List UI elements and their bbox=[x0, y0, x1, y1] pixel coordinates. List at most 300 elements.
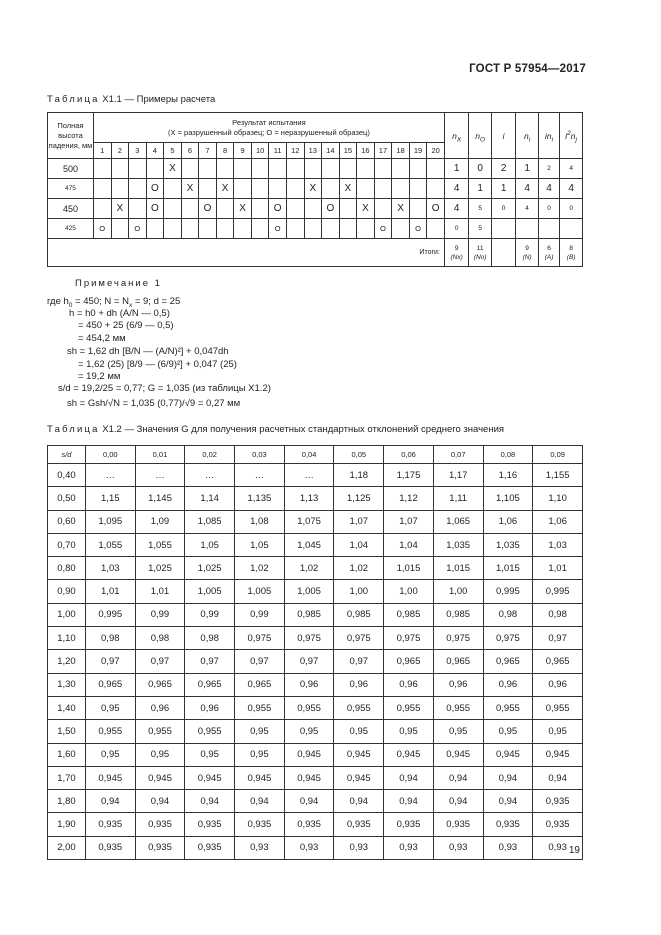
g-value-cell: … bbox=[135, 464, 185, 487]
g-value-cell: 0,99 bbox=[235, 603, 285, 626]
table2-header-row bbox=[48, 446, 583, 464]
table2-row bbox=[48, 627, 583, 650]
g-value-cell: 0,97 bbox=[533, 627, 583, 650]
g-value-cell: 0,96 bbox=[185, 696, 235, 719]
height-cell: 425 bbox=[48, 219, 94, 239]
result-cell bbox=[111, 219, 129, 239]
g-value-cell: 1,04 bbox=[384, 533, 434, 556]
sd-cell: 2,00 bbox=[48, 836, 86, 859]
g-value-cell: 0,965 bbox=[483, 650, 533, 673]
g-value-cell: 1,00 bbox=[433, 580, 483, 603]
g-value-cell: 1,055 bbox=[85, 533, 135, 556]
g-value-cell: 1,17 bbox=[433, 464, 483, 487]
result-cell bbox=[199, 219, 217, 239]
result-cell bbox=[251, 219, 269, 239]
g-value-cell: 1,18 bbox=[334, 464, 384, 487]
table2-header-cell: 0,01 bbox=[135, 446, 185, 464]
result-cell: O bbox=[146, 199, 164, 219]
g-value-cell: 1,09 bbox=[135, 510, 185, 533]
total-nx: 9 (Nx) bbox=[444, 239, 469, 267]
g-value-cell: 1,07 bbox=[334, 510, 384, 533]
nx-cell: 4 bbox=[444, 179, 469, 199]
g-value-cell: 1,05 bbox=[235, 533, 285, 556]
i-cell: 2 bbox=[491, 159, 516, 179]
g-value-cell: 0,96 bbox=[533, 673, 583, 696]
height-cell: 500 bbox=[48, 159, 94, 179]
g-value-cell: 0,95 bbox=[85, 743, 135, 766]
result-cell bbox=[164, 199, 182, 219]
total-ini: 6 (A) bbox=[538, 239, 559, 267]
table2-row bbox=[48, 673, 583, 696]
g-value-cell: 1,105 bbox=[483, 487, 533, 510]
g-value-cell: … bbox=[235, 464, 285, 487]
g-value-cell: 1,00 bbox=[384, 580, 434, 603]
g-value-cell: 1,01 bbox=[533, 557, 583, 580]
result-cell bbox=[374, 159, 392, 179]
g-value-cell: 1,02 bbox=[284, 557, 334, 580]
g-value-cell: 0,935 bbox=[85, 813, 135, 836]
i-cell: 0 bbox=[491, 199, 516, 219]
g-value-cell: 0,935 bbox=[433, 813, 483, 836]
g-value-cell: 0,98 bbox=[135, 627, 185, 650]
no-cell: 1 bbox=[469, 179, 491, 199]
total-i bbox=[491, 239, 516, 267]
result-cell bbox=[427, 219, 445, 239]
nx-cell: 1 bbox=[444, 159, 469, 179]
trial-number: 18 bbox=[392, 143, 410, 159]
ni-cell: 4 bbox=[516, 179, 538, 199]
result-cell: O bbox=[146, 179, 164, 199]
result-cell bbox=[111, 159, 129, 179]
result-cell bbox=[339, 199, 357, 219]
g-value-cell: 0,965 bbox=[235, 673, 285, 696]
g-value-cell: 0,955 bbox=[433, 696, 483, 719]
result-cell bbox=[181, 219, 199, 239]
table2-row bbox=[48, 790, 583, 813]
g-value-cell: 1,035 bbox=[433, 533, 483, 556]
g-value-cell: 1,045 bbox=[284, 533, 334, 556]
trial-number: 9 bbox=[234, 143, 252, 159]
ini-cell: 2 bbox=[538, 159, 559, 179]
g-value-cell: 0,985 bbox=[334, 603, 384, 626]
trial-number: 3 bbox=[129, 143, 147, 159]
table2-header-cell: 0,04 bbox=[284, 446, 334, 464]
result-cell: X bbox=[164, 159, 182, 179]
ini-cell: 0 bbox=[538, 199, 559, 219]
g-value-cell: 1,03 bbox=[85, 557, 135, 580]
g-value-cell: 0,93 bbox=[284, 836, 334, 859]
g-value-cell: 0,995 bbox=[533, 580, 583, 603]
g-value-cell: 0,955 bbox=[135, 720, 185, 743]
ni-header: $n_i$ bbox=[516, 113, 538, 159]
trial-number: 10 bbox=[251, 143, 269, 159]
height-cell: 450 bbox=[48, 199, 94, 219]
i2ni-header: $i^2n_j$ bbox=[560, 113, 583, 159]
table2-row bbox=[48, 510, 583, 533]
table2-header-cell: 0,05 bbox=[334, 446, 384, 464]
g-value-cell: 0,93 bbox=[533, 836, 583, 859]
result-cell bbox=[129, 199, 147, 219]
result-cell bbox=[93, 159, 111, 179]
result-cell bbox=[234, 159, 252, 179]
g-value-cell: 0,94 bbox=[483, 790, 533, 813]
result-cell bbox=[286, 159, 304, 179]
g-value-cell: 0,955 bbox=[483, 696, 533, 719]
g-value-cell: 0,945 bbox=[533, 743, 583, 766]
table2-header-cell: 0,06 bbox=[384, 446, 434, 464]
result-cell bbox=[234, 219, 252, 239]
result-cell bbox=[392, 219, 410, 239]
table2-row bbox=[48, 603, 583, 626]
g-value-cell: 0,965 bbox=[533, 650, 583, 673]
sd-cell: 1,30 bbox=[48, 673, 86, 696]
g-value-cell: 1,03 bbox=[533, 533, 583, 556]
i-header: i bbox=[491, 113, 516, 159]
result-cell: O bbox=[374, 219, 392, 239]
g-value-cell: 0,95 bbox=[185, 743, 235, 766]
trial-number: 4 bbox=[146, 143, 164, 159]
result-cell bbox=[93, 199, 111, 219]
result-cell bbox=[339, 159, 357, 179]
g-value-cell: 1,13 bbox=[284, 487, 334, 510]
result-cell: X bbox=[111, 199, 129, 219]
note-line-3: = 450 + 25 (6/9 — 0,5) bbox=[78, 320, 174, 331]
note-line-8: s/d = 19,2/25 = 0,77; G = 1,035 (из таблицы X1.2) bbox=[58, 383, 271, 394]
result-cell bbox=[409, 199, 427, 219]
g-value-cell: 0,975 bbox=[334, 627, 384, 650]
i2ni-cell: 4 bbox=[560, 179, 583, 199]
g-value-cell: 0,94 bbox=[235, 790, 285, 813]
g-value-cell: 0,94 bbox=[433, 790, 483, 813]
trial-number: 8 bbox=[216, 143, 234, 159]
trial-number: 13 bbox=[304, 143, 322, 159]
result-cell bbox=[286, 179, 304, 199]
result-cell bbox=[199, 159, 217, 179]
total-no: 11 (No) bbox=[469, 239, 491, 267]
page-number: 19 bbox=[568, 845, 580, 856]
g-value-cell: 0,965 bbox=[384, 650, 434, 673]
result-cell bbox=[269, 159, 287, 179]
table2-header-cell: 0,00 bbox=[85, 446, 135, 464]
sd-cell: 1,20 bbox=[48, 650, 86, 673]
trial-number: 1 bbox=[93, 143, 111, 159]
result-cell: O bbox=[129, 219, 147, 239]
result-cell bbox=[129, 179, 147, 199]
result-cell bbox=[357, 179, 375, 199]
g-value-cell: 0,985 bbox=[433, 603, 483, 626]
g-value-cell: 0,955 bbox=[334, 696, 384, 719]
g-value-cell: 0,935 bbox=[135, 836, 185, 859]
table2-header-cell: 0,03 bbox=[235, 446, 285, 464]
i-cell bbox=[491, 219, 516, 239]
trial-number: 14 bbox=[322, 143, 340, 159]
result-cell: O bbox=[199, 199, 217, 219]
g-value-cell: 1,00 bbox=[334, 580, 384, 603]
g-value-cell: 1,04 bbox=[334, 533, 384, 556]
g-value-cell: 0,945 bbox=[284, 766, 334, 789]
table-x1-2 bbox=[47, 445, 583, 860]
g-value-cell: 0,94 bbox=[185, 790, 235, 813]
g-value-cell: 0,95 bbox=[533, 720, 583, 743]
trial-number: 17 bbox=[374, 143, 392, 159]
g-value-cell: 1,05 bbox=[185, 533, 235, 556]
table2-caption bbox=[47, 424, 504, 435]
g-value-cell: 0,93 bbox=[235, 836, 285, 859]
note-line-1: где $h_0 = 450$; $N = N_x = 9$; d = 25 bbox=[47, 296, 181, 309]
g-value-cell: 1,015 bbox=[433, 557, 483, 580]
result-cell bbox=[374, 199, 392, 219]
g-value-cell: 0,99 bbox=[135, 603, 185, 626]
sd-cell: 1,00 bbox=[48, 603, 86, 626]
trial-number: 20 bbox=[427, 143, 445, 159]
result-cell bbox=[199, 179, 217, 199]
g-value-cell: 1,025 bbox=[185, 557, 235, 580]
table1-body bbox=[48, 159, 583, 239]
sd-cell: 0,70 bbox=[48, 533, 86, 556]
g-value-cell: 0,955 bbox=[284, 696, 334, 719]
g-value-cell: 0,985 bbox=[384, 603, 434, 626]
result-cell bbox=[409, 159, 427, 179]
g-value-cell: 0,935 bbox=[384, 813, 434, 836]
i-cell: 1 bbox=[491, 179, 516, 199]
result-cell bbox=[93, 179, 111, 199]
g-value-cell: 0,965 bbox=[185, 673, 235, 696]
g-value-cell: 0,945 bbox=[483, 743, 533, 766]
g-value-cell: 1,065 bbox=[433, 510, 483, 533]
g-value-cell: 1,145 bbox=[135, 487, 185, 510]
g-value-cell: 0,975 bbox=[433, 627, 483, 650]
g-value-cell: 0,945 bbox=[334, 743, 384, 766]
g-value-cell: 1,16 bbox=[483, 464, 533, 487]
table2-row bbox=[48, 533, 583, 556]
g-value-cell: 0,95 bbox=[384, 720, 434, 743]
sd-cell: 1,90 bbox=[48, 813, 86, 836]
g-value-cell: 1,095 bbox=[85, 510, 135, 533]
table2-header-cell: s/d bbox=[48, 446, 86, 464]
result-cell bbox=[357, 219, 375, 239]
g-value-cell: 0,97 bbox=[235, 650, 285, 673]
height-cell: 475 bbox=[48, 179, 94, 199]
g-value-cell: 1,035 bbox=[483, 533, 533, 556]
result-cell bbox=[251, 179, 269, 199]
g-value-cell: 0,94 bbox=[334, 790, 384, 813]
result-cell bbox=[339, 219, 357, 239]
g-value-cell: 0,94 bbox=[384, 790, 434, 813]
g-value-cell: 0,945 bbox=[334, 766, 384, 789]
result-cell bbox=[146, 219, 164, 239]
g-value-cell: 0,94 bbox=[483, 766, 533, 789]
g-value-cell: 0,935 bbox=[235, 813, 285, 836]
result-cell: X bbox=[392, 199, 410, 219]
result-cell bbox=[216, 159, 234, 179]
total-ni: 9 (N) bbox=[516, 239, 538, 267]
trial-number: 6 bbox=[181, 143, 199, 159]
g-value-cell: 0,97 bbox=[284, 650, 334, 673]
result-cell bbox=[286, 199, 304, 219]
no-header: $n_O$ bbox=[469, 113, 491, 159]
g-value-cell: … bbox=[284, 464, 334, 487]
sd-cell: 0,80 bbox=[48, 557, 86, 580]
g-value-cell: 0,95 bbox=[483, 720, 533, 743]
g-value-cell: 1,10 bbox=[533, 487, 583, 510]
table2-row bbox=[48, 650, 583, 673]
g-value-cell: 1,055 bbox=[135, 533, 185, 556]
g-value-cell: 1,01 bbox=[85, 580, 135, 603]
no-cell: 5 bbox=[469, 219, 491, 239]
g-value-cell: 1,11 bbox=[433, 487, 483, 510]
result-cell bbox=[251, 159, 269, 179]
g-value-cell: 0,98 bbox=[185, 627, 235, 650]
trial-number: 7 bbox=[199, 143, 217, 159]
g-value-cell: 0,955 bbox=[235, 696, 285, 719]
g-value-cell: 0,975 bbox=[483, 627, 533, 650]
g-value-cell: 0,975 bbox=[235, 627, 285, 650]
g-value-cell: 0,955 bbox=[185, 720, 235, 743]
g-value-cell: 0,94 bbox=[384, 766, 434, 789]
g-value-cell: 1,005 bbox=[185, 580, 235, 603]
g-value-cell: 0,945 bbox=[384, 743, 434, 766]
g-value-cell: 0,93 bbox=[483, 836, 533, 859]
result-cell: X bbox=[304, 179, 322, 199]
g-value-cell: 0,98 bbox=[483, 603, 533, 626]
g-value-cell: 0,945 bbox=[135, 766, 185, 789]
ini-cell bbox=[538, 219, 559, 239]
ni-cell bbox=[516, 219, 538, 239]
g-value-cell: 0,95 bbox=[135, 743, 185, 766]
note-title: Примечание 1 bbox=[75, 278, 162, 289]
g-value-cell: 0,945 bbox=[185, 766, 235, 789]
total-i2ni: 8 (B) bbox=[560, 239, 583, 267]
g-value-cell: 0,94 bbox=[284, 790, 334, 813]
result-cell bbox=[251, 199, 269, 219]
g-value-cell: 1,025 bbox=[135, 557, 185, 580]
g-value-cell: 1,175 bbox=[384, 464, 434, 487]
table2-header-cell: 0,08 bbox=[483, 446, 533, 464]
g-value-cell: 1,015 bbox=[384, 557, 434, 580]
g-value-cell: 0,96 bbox=[483, 673, 533, 696]
sd-cell: 1,60 bbox=[48, 743, 86, 766]
g-value-cell: 0,97 bbox=[135, 650, 185, 673]
result-cell: O bbox=[269, 219, 287, 239]
result-cell bbox=[409, 179, 427, 199]
sd-cell: 0,50 bbox=[48, 487, 86, 510]
g-value-cell: 0,93 bbox=[433, 836, 483, 859]
sd-cell: 1,70 bbox=[48, 766, 86, 789]
table1-caption-text: X1.1 — Примеры расчета bbox=[99, 94, 216, 105]
trial-number: 16 bbox=[357, 143, 375, 159]
result-cell bbox=[129, 159, 147, 179]
g-value-cell: 0,99 bbox=[185, 603, 235, 626]
document-number: ГОСТ Р 57954—2017 bbox=[469, 63, 586, 75]
trial-number: 12 bbox=[286, 143, 304, 159]
result-cell bbox=[427, 159, 445, 179]
result-cell bbox=[322, 179, 340, 199]
table2-row bbox=[48, 836, 583, 859]
result-cell bbox=[146, 159, 164, 179]
g-value-cell: 1,08 bbox=[235, 510, 285, 533]
g-value-cell: 0,95 bbox=[284, 720, 334, 743]
note-line-2: h = h0 + dh (A/N — 0,5) bbox=[69, 308, 170, 319]
table2-row bbox=[48, 464, 583, 487]
g-value-cell: 0,945 bbox=[85, 766, 135, 789]
g-value-cell: 0,95 bbox=[334, 720, 384, 743]
result-cell bbox=[427, 179, 445, 199]
sd-cell: 0,40 bbox=[48, 464, 86, 487]
note-line-4: = 454,2 мм bbox=[78, 333, 126, 344]
table2-header-cell: 0,02 bbox=[185, 446, 235, 464]
sd-cell: 1,80 bbox=[48, 790, 86, 813]
result-cell bbox=[111, 179, 129, 199]
g-value-cell: 0,98 bbox=[85, 627, 135, 650]
g-value-cell: 0,935 bbox=[334, 813, 384, 836]
result-cell: X bbox=[234, 199, 252, 219]
g-value-cell: 0,935 bbox=[533, 813, 583, 836]
table2-row bbox=[48, 766, 583, 789]
table2-row bbox=[48, 720, 583, 743]
g-value-cell: 0,995 bbox=[85, 603, 135, 626]
table2-caption-text: X1.2 — Значения G для получения расчетных стандартных отклонений среднего значения bbox=[99, 424, 505, 435]
g-value-cell: 0,935 bbox=[185, 813, 235, 836]
ni-cell: 1 bbox=[516, 159, 538, 179]
g-value-cell: … bbox=[85, 464, 135, 487]
result-cell bbox=[304, 199, 322, 219]
table2-caption-prefix: Таблица bbox=[47, 424, 100, 435]
g-value-cell: 1,01 bbox=[135, 580, 185, 603]
result-header bbox=[93, 113, 444, 143]
g-value-cell: 0,955 bbox=[384, 696, 434, 719]
g-value-cell: 0,95 bbox=[85, 696, 135, 719]
sd-cell: 1,50 bbox=[48, 720, 86, 743]
result-cell bbox=[269, 179, 287, 199]
table2-row bbox=[48, 580, 583, 603]
g-value-cell: 0,97 bbox=[334, 650, 384, 673]
g-value-cell: 0,97 bbox=[85, 650, 135, 673]
result-cell bbox=[286, 219, 304, 239]
result-cell bbox=[181, 159, 199, 179]
g-value-cell: 1,135 bbox=[235, 487, 285, 510]
i2ni-cell bbox=[560, 219, 583, 239]
g-value-cell: 1,075 bbox=[284, 510, 334, 533]
g-value-cell: 0,95 bbox=[433, 720, 483, 743]
table2-header-cell: 0,07 bbox=[433, 446, 483, 464]
g-value-cell: 0,965 bbox=[433, 650, 483, 673]
note-line-9: sh = Gsh/√N = 1,035 (0,77)/√9 = 0,27 мм bbox=[67, 398, 241, 409]
g-value-cell: 0,94 bbox=[533, 766, 583, 789]
result-cell: O bbox=[427, 199, 445, 219]
result-header-line1: Результат испытания bbox=[232, 117, 306, 127]
g-value-cell: 0,96 bbox=[334, 673, 384, 696]
trial-number: 15 bbox=[339, 143, 357, 159]
nx-header: $n_X$ bbox=[444, 113, 469, 159]
g-value-cell: 0,935 bbox=[185, 836, 235, 859]
g-value-cell: 0,93 bbox=[334, 836, 384, 859]
result-cell bbox=[164, 179, 182, 199]
table-x1-1 bbox=[47, 112, 583, 267]
note-line-6: = 1,62 (25) [8/9 — (6/9)²] + 0,047 (25) bbox=[78, 359, 237, 370]
result-cell: X bbox=[216, 179, 234, 199]
table2-row bbox=[48, 813, 583, 836]
ni-cell: 4 bbox=[516, 199, 538, 219]
g-value-cell: 0,935 bbox=[533, 790, 583, 813]
g-value-cell: 1,005 bbox=[284, 580, 334, 603]
note-line-7: = 19,2 мм bbox=[78, 371, 121, 382]
g-value-cell: 1,085 bbox=[185, 510, 235, 533]
nx-cell: 4 bbox=[444, 199, 469, 219]
g-value-cell: 0,945 bbox=[433, 743, 483, 766]
g-value-cell: 1,015 bbox=[483, 557, 533, 580]
g-value-cell: 0,98 bbox=[533, 603, 583, 626]
g-value-cell: 0,93 bbox=[384, 836, 434, 859]
